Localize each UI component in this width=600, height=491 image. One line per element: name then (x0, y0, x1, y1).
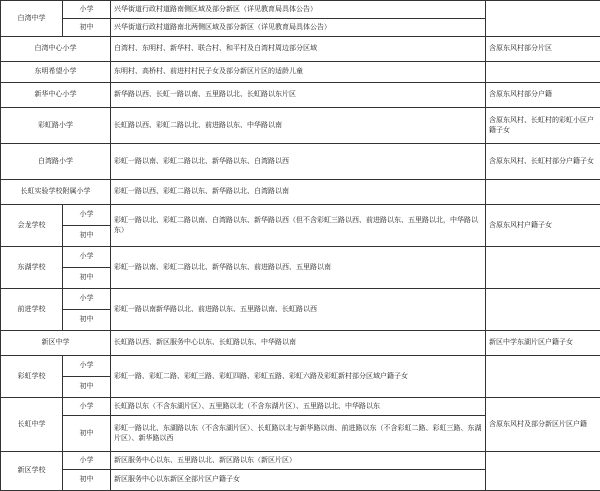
school-level: 小学 (63, 205, 111, 226)
zone-range: 彩虹一路、彩虹二路、彩虹三路、彩虹四路、彩虹五路、彩虹六路及彩虹新村部分区域户籍子女 (111, 356, 486, 398)
zone-range: 白湾村、东明村、新华村、联合村、和平村及白湾村周边部分区域 (111, 37, 486, 62)
zone-range: 兴华街道行政村道路南侧区域及部分新区（详见教育局具体公告） (111, 1, 486, 19)
zone-range: 彩虹一路以北、彩虹二路以南、白湾路以东、新华路以西（但不含彩虹三路以西、前进路以东、五里路以北，中华路以东） (111, 205, 486, 247)
school-level: 初中 (63, 268, 111, 289)
school-level: 初中 (63, 416, 111, 452)
school-level: 初中 (63, 310, 111, 331)
school-name: 会龙学校 (1, 205, 63, 247)
school-name: 新区学校 (1, 452, 63, 491)
zone-note (486, 452, 600, 491)
zone-range: 彩虹一路以南新华路以北、前进路以东、五里路以南、长虹路以西 (111, 289, 486, 331)
zone-range: 彩虹一路以北、东湖路以东（不含东湖片区）、长虹路以北与新华路以南、前进路以东（不含彩虹二路、彩虹三路、东湖片区）、新华路以西 (111, 416, 486, 452)
school-name: 新华中心小学 (1, 83, 111, 108)
zone-note (486, 1, 600, 37)
zone-note (486, 62, 600, 83)
school-name: 前进学校 (1, 289, 63, 331)
school-level: 初中 (63, 19, 111, 37)
zone-range: 东明村、高桥村、前进村村民子女及部分新区片区的适龄儿童 (111, 62, 486, 83)
zone-range: 新华路以西、长虹一路以南、五里路以北、长虹路以东片区 (111, 83, 486, 108)
school-level: 小学 (63, 289, 111, 310)
table-row (1, 452, 600, 470)
school-level: 小学 (63, 247, 111, 268)
zone-range: 彩虹一路以南、彩虹二路以北、新华路以东、前进路以西、五里路以南 (111, 247, 486, 289)
zone-range: 彩虹一路以西、彩虹二路以东、新华路以北、白湾路以南 (111, 180, 486, 205)
table-row (1, 180, 600, 205)
table-row (1, 205, 600, 226)
table-row (1, 108, 600, 144)
zone-range: 彩虹一路以南、彩虹二路以北、新华路以东、白湾路以西 (111, 144, 486, 180)
school-level: 初中 (63, 377, 111, 398)
school-level: 初中 (63, 226, 111, 247)
table-row (1, 289, 600, 310)
table-row (1, 356, 600, 377)
school-name: 彩虹路小学 (1, 108, 111, 144)
school-name: 长虹实验学校附属小学 (1, 180, 111, 205)
table-row (1, 247, 600, 268)
zone-range: 新区服务中心以东、五里路以北、新区路以东（新区片区） (111, 452, 486, 470)
zone-note: 含原东风村部分片区 (486, 37, 600, 62)
school-level: 小学 (63, 452, 111, 470)
school-level: 小学 (63, 1, 111, 19)
table-row (1, 37, 600, 62)
zone-range: 长虹路以西、新区服务中心以东、长虹路以东、中华路以南 (111, 331, 486, 356)
zone-range: 长虹路以西、彩虹二路以北、前进路以东、中华路以南 (111, 108, 486, 144)
zone-note: 含原东风村及部分新区片区户籍 (486, 398, 600, 452)
zone-note (486, 356, 600, 398)
school-name: 东明希望小学 (1, 62, 111, 83)
zone-note (486, 247, 600, 289)
school-name: 东湖学校 (1, 247, 63, 289)
school-level: 小学 (63, 356, 111, 377)
zone-note (486, 289, 600, 331)
school-name: 白湾路小学 (1, 144, 111, 180)
school-level: 初中 (63, 470, 111, 491)
school-name: 白湾中心小学 (1, 37, 111, 62)
school-level: 小学 (63, 398, 111, 416)
zone-range: 兴华街道行政村道路南北两侧区域及部分新区（详见教育局具体公告） (111, 19, 486, 37)
zone-note: 含原东风村、长虹村部分户籍子女 (486, 144, 600, 180)
table-row (1, 1, 600, 19)
table-row (1, 62, 600, 83)
zone-note: 新区中学东湖片区户籍子女 (486, 331, 600, 356)
school-name: 彩虹学校 (1, 356, 63, 398)
zone-note: 含原东风村部分户籍 (486, 83, 600, 108)
zone-range: 长虹路以东（不含东湖片区）、五里路以北（不含东湖片区）、五里路以北、中华路以东 (111, 398, 486, 416)
school-name: 白湾中学 (1, 1, 63, 37)
school-name: 长虹中学 (1, 398, 63, 452)
table-row (1, 331, 600, 356)
zone-range: 新区服务中心以东新区全部片区户籍子女 (111, 470, 486, 491)
zone-note (486, 180, 600, 205)
table-row (1, 144, 600, 180)
table-row (1, 398, 600, 416)
table-row (1, 83, 600, 108)
school-name: 新区中学 (1, 331, 111, 356)
zone-note: 含原东风村、长虹村的彩虹小区户籍子女 (486, 108, 600, 144)
zone-note: 含原东风村户籍子女 (486, 205, 600, 247)
